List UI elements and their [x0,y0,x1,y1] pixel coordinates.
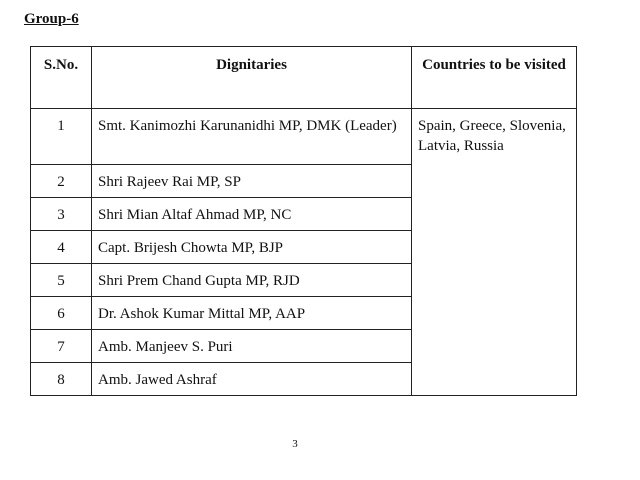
countries-cell: Spain, Greece, Slovenia, Latvia, Russia [412,109,577,396]
row-dignitary: Dr. Ashok Kumar Mittal MP, AAP [92,297,412,330]
header-sno: S.No. [31,47,92,109]
row-dignitary: Capt. Brijesh Chowta MP, BJP [92,231,412,264]
header-countries: Countries to be visited [412,47,577,109]
group-title: Group-6 [24,11,79,27]
row-dignitary: Amb. Manjeev S. Puri [92,330,412,363]
row-sno: 5 [31,264,92,297]
row-dignitary: Shri Prem Chand Gupta MP, RJD [92,264,412,297]
row-sno: 4 [31,231,92,264]
dignitaries-table [30,46,577,396]
row-sno: 3 [31,198,92,231]
page-number: 3 [292,438,298,450]
row-dignitary: Amb. Jawed Ashraf [92,363,412,396]
table-row [31,109,577,165]
row-dignitary: Shri Rajeev Rai MP, SP [92,165,412,198]
header-dignitaries: Dignitaries [92,47,412,109]
row-sno: 2 [31,165,92,198]
row-sno: 7 [31,330,92,363]
row-sno: 6 [31,297,92,330]
row-sno: 8 [31,363,92,396]
row-dignitary: Shri Mian Altaf Ahmad MP, NC [92,198,412,231]
row-dignitary: Smt. Kanimozhi Karunanidhi MP, DMK (Leader) [92,109,412,165]
row-sno: 1 [31,109,92,165]
table-header-row [31,47,577,109]
